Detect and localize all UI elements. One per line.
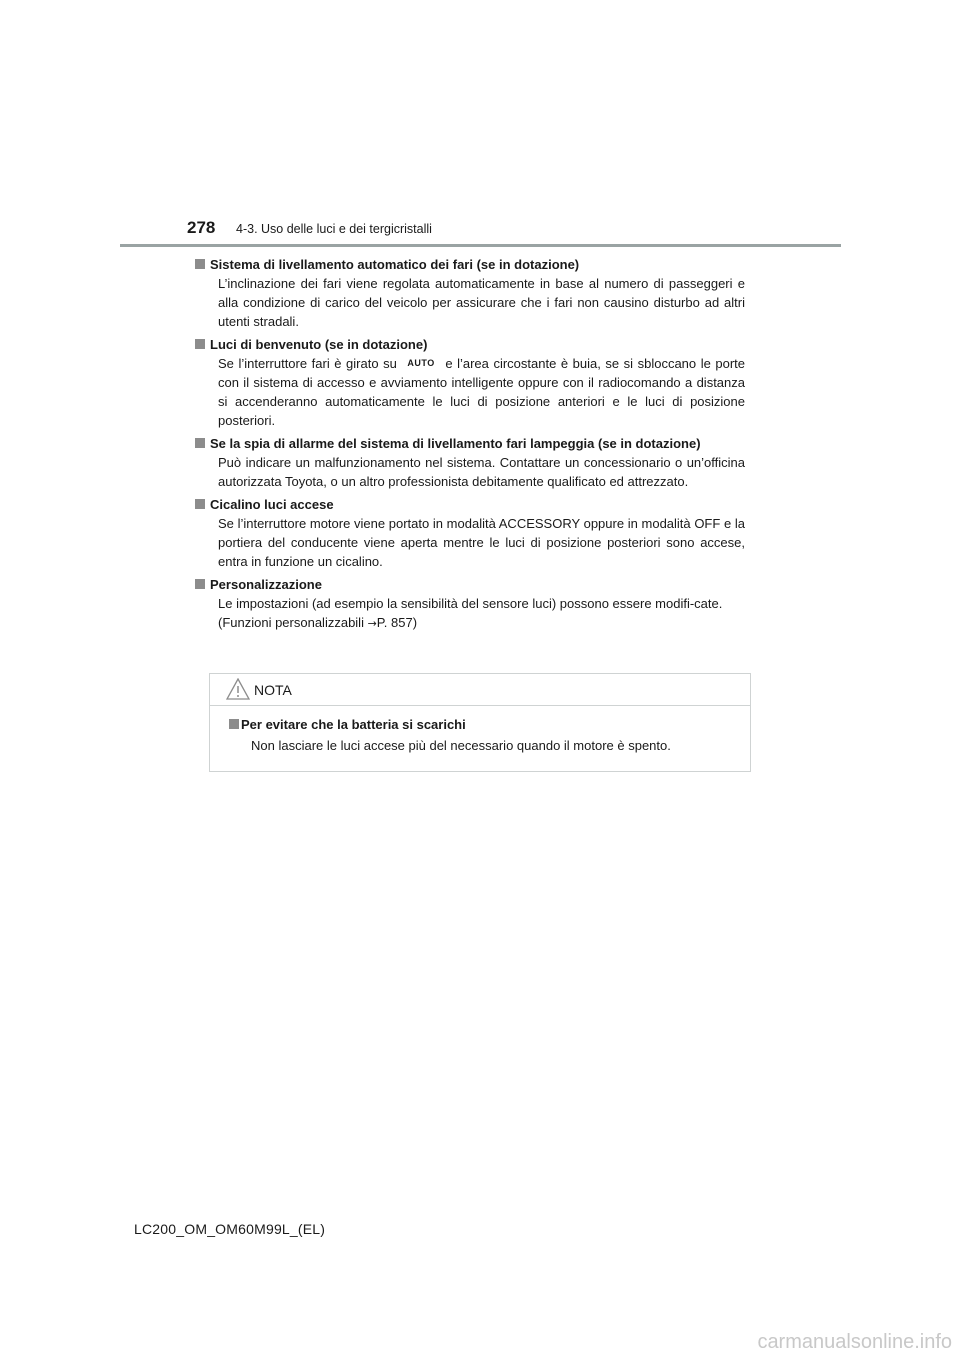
section-title: Cicalino luci accese: [210, 497, 334, 512]
bullet-square-icon: [195, 438, 205, 448]
section-body: Le impostazioni (ad esempio la sensibilità del sensore luci) possono essere modifi-cate.: [218, 596, 723, 611]
section-title: Se la spia di allarme del sistema di livellamento fari lampeggia (se in dotazione): [210, 436, 701, 451]
section-warning-light: [210, 434, 745, 491]
bullet-square-icon: [195, 499, 205, 509]
running-head: 4-3. Uso delle luci e dei tergicristalli: [236, 222, 432, 236]
watermark: carmanualsonline.info: [757, 1331, 952, 1353]
cross-reference-text: (Funzioni personalizzabili: [218, 615, 368, 630]
nota-header: [210, 674, 750, 706]
footer-code: LC200_OM_OM60M99L_(EL): [134, 1221, 326, 1237]
cross-reference-link[interactable]: P. 857): [376, 615, 418, 630]
page-number: 278: [187, 218, 216, 237]
section-body-start: Se l’interruttore fari è girato su: [218, 356, 397, 371]
bullet-square-icon: [195, 579, 205, 589]
nota-box: [209, 673, 751, 772]
arrow-right-icon: →: [367, 617, 377, 630]
header-rule: [120, 244, 841, 247]
bullet-square-icon: [195, 339, 205, 349]
nota-body: [231, 714, 741, 756]
section-welcome-lights: [210, 335, 745, 430]
content: [210, 255, 745, 637]
section-title: Personalizzazione: [210, 577, 322, 592]
bullet-square-icon: [195, 259, 205, 269]
section-body: Se l’interruttore motore viene portato in modalità ACCESSORY oppure in modalità OFF e la portiera del conducente viene aperta mentre le luci di posizione posteriori sono accese, entra in funzione un cicalino.: [218, 516, 745, 569]
section-body: Può indicare un malfunzionamento nel sistema. Contattare un concessionario o un’officina autorizzata Toyota, o un altro professionista debitamente qualificato ed attrezzato.: [218, 455, 745, 489]
section-headlight-leveling: [210, 255, 745, 331]
section-body: L’inclinazione dei fari viene regolata automaticamente in base al numero di passeggeri e alla condizione di carico del veicolo per assicurare che i fari non causino disturbo ad altri utenti stradali.: [218, 276, 745, 329]
nota-label: NOTA: [254, 682, 292, 698]
section-title: Luci di benvenuto (se in dotazione): [210, 337, 428, 352]
nota-item-title: Per evitare che la batteria si scarichi: [241, 717, 466, 732]
cross-reference: [210, 613, 745, 633]
section-body-end: e l’area circostante è buia, se si sbloccano le porte con il sistema di accesso e avviamento intelligente oppure con il radiocomando a distanza si accenderanno automaticamente le luci di posizione anteriori e le luci di posizione posteriori.: [218, 356, 745, 428]
bullet-square-icon: [229, 719, 239, 729]
section-customization: [210, 575, 745, 633]
nota-item-text: Non lasciare le luci accese più del necessario quando il motore è spento.: [251, 738, 671, 753]
auto-badge: AUTO: [407, 358, 435, 368]
warning-triangle-icon: [226, 678, 250, 700]
section-lights-buzzer: [210, 495, 745, 571]
section-title: Sistema di livellamento automatico dei fari (se in dotazione): [210, 257, 580, 272]
